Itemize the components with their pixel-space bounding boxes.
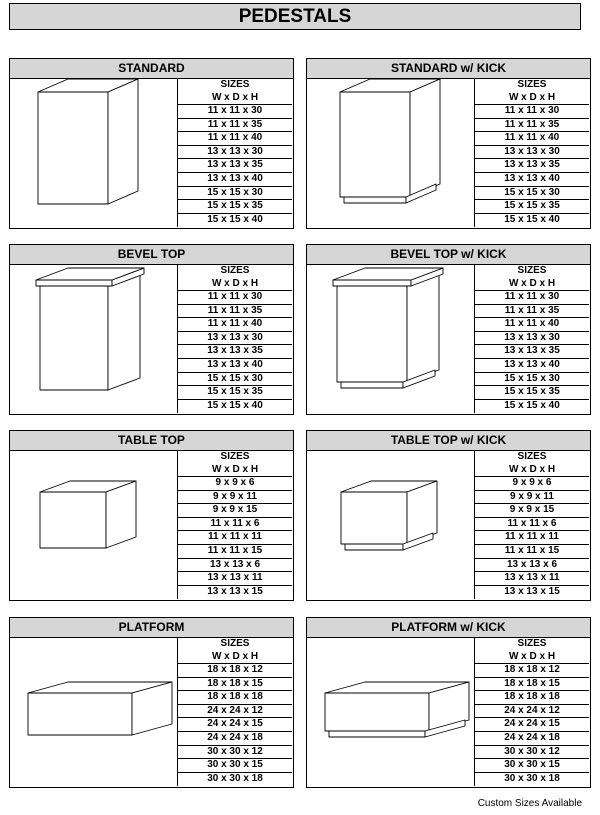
size-row: 9 x 9 x 11	[178, 490, 292, 504]
front-face	[28, 693, 132, 735]
size-row: 13 x 13 x 40	[178, 358, 292, 372]
size-row: 18 x 18 x 15	[178, 677, 292, 691]
size-row: 24 x 24 x 12	[178, 704, 292, 718]
size-row: 18 x 18 x 12	[178, 663, 292, 677]
front-face	[40, 282, 108, 390]
size-row: 15 x 15 x 35	[475, 385, 589, 399]
size-row: 15 x 15 x 30	[475, 372, 589, 386]
size-row: 11 x 11 x 30	[178, 104, 292, 118]
size-row: 15 x 15 x 30	[178, 186, 292, 200]
sizes-header: SIZES	[220, 451, 250, 462]
dimensions-header: W x D x H	[211, 651, 259, 662]
pedestal-illustration	[307, 450, 474, 599]
pedestal-drawing	[307, 450, 474, 599]
size-row: 11 x 11 x 11	[475, 530, 589, 544]
sizes-header: SIZES	[517, 451, 547, 462]
pedestal-card-platform	[9, 617, 294, 788]
page-title: PEDESTALS	[9, 3, 581, 30]
size-row: 15 x 15 x 40	[178, 399, 292, 413]
pedestal-card-standard-kick	[306, 58, 591, 229]
dimensions-header: W x D x H	[508, 464, 556, 475]
front-face	[337, 282, 407, 382]
size-table	[177, 637, 292, 786]
size-row: 13 x 13 x 6	[475, 558, 589, 572]
size-row: 13 x 13 x 11	[178, 571, 292, 585]
dimensions-header: W x D x H	[508, 278, 556, 289]
size-row: 18 x 18 x 12	[475, 663, 589, 677]
side-face	[108, 79, 138, 204]
size-row: 13 x 13 x 15	[178, 585, 292, 599]
size-row: 18 x 18 x 15	[475, 677, 589, 691]
kick-front	[341, 382, 403, 388]
pedestal-illustration	[10, 637, 177, 786]
bevel-front	[333, 280, 411, 286]
card-title: BEVEL TOP w/ KICK	[307, 245, 590, 265]
pedestal-card-bevel-top	[9, 244, 294, 415]
size-row: 30 x 30 x 12	[178, 745, 292, 759]
size-row: 9 x 9 x 11	[475, 490, 589, 504]
size-row: 13 x 13 x 40	[178, 172, 292, 186]
dimensions-header: W x D x H	[211, 464, 259, 475]
size-row: 11 x 11 x 15	[475, 544, 589, 558]
size-row: 13 x 13 x 30	[475, 145, 589, 159]
size-row: 11 x 11 x 35	[475, 304, 589, 318]
size-row: 11 x 11 x 6	[475, 517, 589, 531]
card-title: STANDARD w/ KICK	[307, 59, 590, 79]
size-row: 30 x 30 x 12	[475, 745, 589, 759]
size-row: 24 x 24 x 15	[178, 717, 292, 731]
sizes-header: SIZES	[220, 265, 250, 276]
size-row: 11 x 11 x 15	[178, 544, 292, 558]
pedestal-card-table-top	[9, 430, 294, 601]
card-title: PLATFORM	[10, 618, 293, 638]
size-row: 18 x 18 x 18	[475, 690, 589, 704]
size-row: 15 x 15 x 30	[178, 372, 292, 386]
size-row: 24 x 24 x 18	[475, 731, 589, 745]
size-table	[177, 450, 292, 599]
size-table	[474, 78, 589, 227]
size-row: 30 x 30 x 15	[178, 758, 292, 772]
pedestal-illustration	[10, 78, 177, 227]
size-table	[177, 78, 292, 227]
sizes-header: SIZES	[517, 265, 547, 276]
pedestal-drawing	[10, 78, 177, 227]
dimensions-header: W x D x H	[211, 92, 259, 103]
front-face	[341, 492, 407, 544]
size-row: 24 x 24 x 12	[475, 704, 589, 718]
size-row: 11 x 11 x 40	[475, 131, 589, 145]
size-row: 15 x 15 x 35	[475, 199, 589, 213]
size-row: 11 x 11 x 40	[475, 317, 589, 331]
size-table	[177, 264, 292, 413]
size-row: 11 x 11 x 30	[475, 290, 589, 304]
size-row: 13 x 13 x 40	[475, 358, 589, 372]
size-row: 13 x 13 x 35	[178, 158, 292, 172]
front-face	[340, 92, 410, 197]
size-row: 9 x 9 x 15	[178, 503, 292, 517]
size-row: 13 x 13 x 6	[178, 558, 292, 572]
card-title: BEVEL TOP	[10, 245, 293, 265]
size-row: 13 x 13 x 11	[475, 571, 589, 585]
front-face	[38, 92, 108, 204]
size-table	[474, 637, 589, 786]
pedestal-card-table-top-kick	[306, 430, 591, 601]
size-row: 15 x 15 x 35	[178, 199, 292, 213]
pedestal-card-standard	[9, 58, 294, 229]
size-row: 11 x 11 x 6	[178, 517, 292, 531]
sizes-header: SIZES	[220, 79, 250, 90]
pedestal-card-bevel-top-kick	[306, 244, 591, 415]
size-row: 15 x 15 x 40	[475, 213, 589, 227]
size-row: 15 x 15 x 40	[178, 213, 292, 227]
pedestal-drawing	[307, 78, 474, 227]
card-title: PLATFORM w/ KICK	[307, 618, 590, 638]
kick-front	[329, 731, 425, 737]
size-row: 30 x 30 x 18	[475, 772, 589, 786]
custom-sizes-note: Custom Sizes Available	[477, 798, 582, 809]
size-row: 9 x 9 x 6	[178, 476, 292, 490]
size-table	[474, 264, 589, 413]
pedestal-card-platform-kick	[306, 617, 591, 788]
size-row: 15 x 15 x 40	[475, 399, 589, 413]
sizes-header: SIZES	[517, 79, 547, 90]
bevel-front	[36, 280, 112, 286]
size-row: 30 x 30 x 18	[178, 772, 292, 786]
pedestal-illustration	[307, 637, 474, 786]
size-row: 24 x 24 x 15	[475, 717, 589, 731]
dimensions-header: W x D x H	[508, 651, 556, 662]
pedestal-illustration	[10, 264, 177, 413]
size-row: 9 x 9 x 15	[475, 503, 589, 517]
kick-front	[344, 197, 406, 203]
size-row: 15 x 15 x 35	[178, 385, 292, 399]
pedestal-illustration	[307, 264, 474, 413]
card-title: STANDARD	[10, 59, 293, 79]
size-row: 13 x 13 x 30	[178, 145, 292, 159]
card-title: TABLE TOP w/ KICK	[307, 431, 590, 451]
front-face	[325, 693, 429, 731]
front-face	[40, 492, 106, 548]
sizes-header: SIZES	[517, 638, 547, 649]
side-face	[106, 481, 136, 548]
size-row: 13 x 13 x 35	[475, 344, 589, 358]
size-row: 11 x 11 x 35	[475, 118, 589, 132]
kick-front	[345, 544, 403, 550]
size-row: 24 x 24 x 18	[178, 731, 292, 745]
size-row: 11 x 11 x 30	[178, 290, 292, 304]
size-row: 11 x 11 x 40	[178, 131, 292, 145]
size-row: 11 x 11 x 40	[178, 317, 292, 331]
pedestal-drawing	[10, 264, 177, 413]
size-row: 18 x 18 x 18	[178, 690, 292, 704]
pedestal-illustration	[307, 78, 474, 227]
pedestal-illustration	[10, 450, 177, 599]
size-row: 15 x 15 x 30	[475, 186, 589, 200]
side-face	[108, 270, 140, 390]
dimensions-header: W x D x H	[211, 278, 259, 289]
size-row: 13 x 13 x 30	[475, 331, 589, 345]
pedestal-drawing	[10, 637, 177, 786]
size-row: 13 x 13 x 30	[178, 331, 292, 345]
size-row: 13 x 13 x 35	[178, 344, 292, 358]
sizes-header: SIZES	[220, 638, 250, 649]
size-row: 30 x 30 x 15	[475, 758, 589, 772]
size-row: 9 x 9 x 6	[475, 476, 589, 490]
size-row: 11 x 11 x 11	[178, 530, 292, 544]
size-row: 11 x 11 x 35	[178, 304, 292, 318]
pedestal-drawing	[10, 450, 177, 599]
pedestal-drawing	[307, 637, 474, 786]
size-row: 13 x 13 x 40	[475, 172, 589, 186]
pedestal-drawing	[307, 264, 474, 413]
size-table	[474, 450, 589, 599]
size-row: 11 x 11 x 35	[178, 118, 292, 132]
size-row: 11 x 11 x 30	[475, 104, 589, 118]
size-row: 13 x 13 x 15	[475, 585, 589, 599]
card-title: TABLE TOP	[10, 431, 293, 451]
dimensions-header: W x D x H	[508, 92, 556, 103]
side-face	[410, 79, 440, 197]
size-row: 13 x 13 x 35	[475, 158, 589, 172]
side-face	[407, 270, 439, 382]
